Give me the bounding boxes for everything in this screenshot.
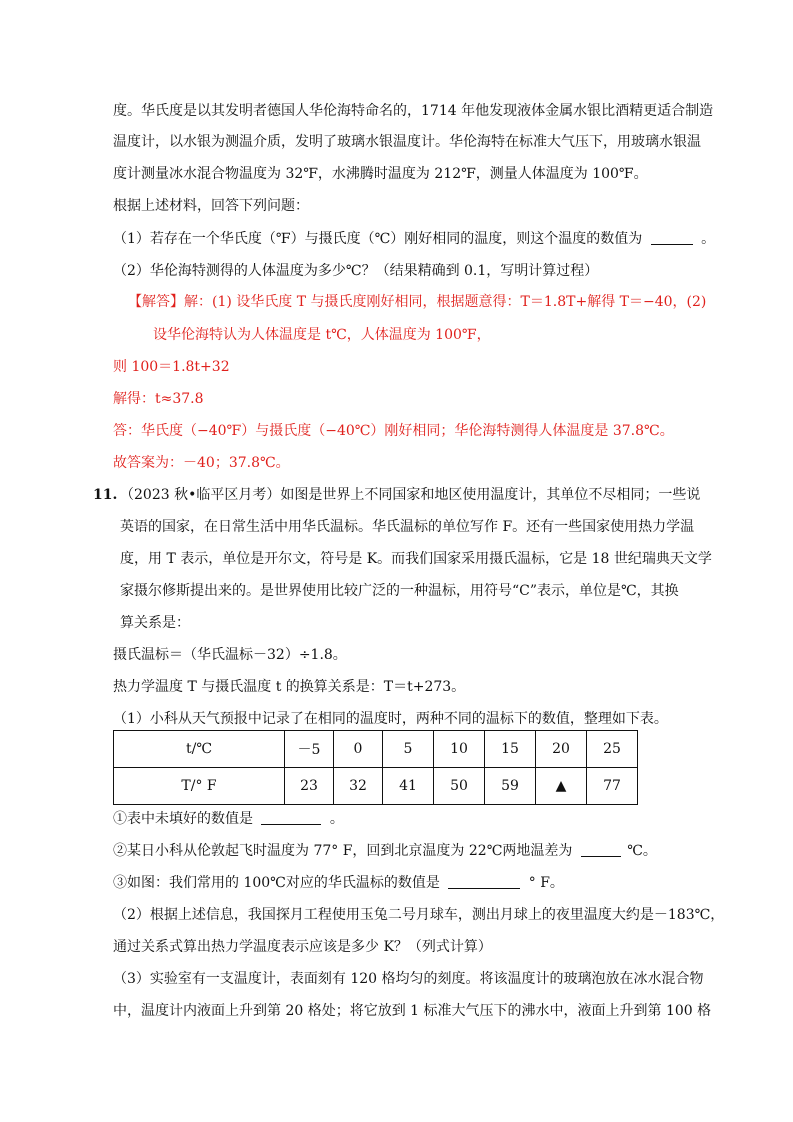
q11-sub2-blank[interactable]: [581, 842, 621, 857]
q11-part2-line-1: （2）根据上述信息，我国探月工程使用玉兔二号月球车，测出月球上的夜里温度大约是－183℃，: [113, 907, 725, 923]
q11-sub1-blank[interactable]: [261, 810, 321, 825]
q10-answer-line-1: [128, 292, 706, 312]
table-cell: 20: [536, 731, 587, 768]
q11-part3-line-2: 中，温度计内液面上升到第 20 格处；将它放到 1 标准大气压下的沸水中，液面上升到第 100 格: [113, 1003, 712, 1019]
triangle-icon: ▲: [536, 768, 587, 805]
q11-sub3-end: ° F。: [528, 875, 564, 891]
q11-sub2-end: ℃。: [627, 843, 657, 859]
table-row: [114, 731, 638, 768]
table-cell: 77: [587, 768, 638, 805]
table-cell: 0: [334, 731, 383, 768]
q10-answer-line-4: 解得：t≈37.8: [113, 391, 204, 407]
q11-formula-1: 摄氏温标＝（华氏温标－32）÷1.8。: [113, 647, 347, 663]
temperature-table: [113, 730, 638, 805]
q10-part1: [113, 229, 715, 249]
q10-part1-blank[interactable]: [651, 230, 693, 245]
row-header-celsius: t/℃: [114, 731, 285, 768]
intro-line-3: 度计测量冰水混合物温度为 32℉，水沸腾时温度为 212℉，测量人体温度为 100℉。: [113, 166, 648, 182]
q11-sub3-blank[interactable]: [448, 874, 520, 889]
q11-sub1-end: 。: [329, 811, 344, 827]
intro-line-1: 度。华氏度是以其发明者德国人华伦海特命名的，1714 年他发现液体金属水银比酒精更适合制造: [113, 103, 714, 119]
table-cell: 32: [334, 768, 383, 805]
row-header-fahrenheit: T/° F: [114, 768, 285, 805]
answer-text-1: 解：(1) 设华氏度 T 与摄氏度刚好相同，根据题意得：T＝1.8T+解得 T＝−40，(2): [184, 294, 707, 310]
q10-part1-end: 。: [701, 231, 716, 247]
q10-answer-line-5: 答：华氏度（−40℉）与摄氏度（−40℃）刚好相同；华伦海特测得人体温度是 37.8℃。: [113, 423, 674, 439]
q11-stem-5: 算关系是：: [120, 615, 190, 631]
table-cell: 25: [587, 731, 638, 768]
q10-answer-line-2: 设华伦海特认为人体温度是 t℃，人体温度为 100℉，: [153, 327, 491, 343]
table-cell: －5: [285, 731, 334, 768]
table-row: [114, 768, 638, 805]
q11-number: 11.: [93, 487, 118, 503]
intro-line-4: 根据上述材料，回答下列问题：: [113, 198, 309, 214]
table-cell: 59: [485, 768, 536, 805]
table-cell: 15: [485, 731, 536, 768]
table-cell: 50: [434, 768, 485, 805]
q10-answer-line-3: 则 100＝1.8t+32: [113, 359, 230, 375]
intro-line-2: 温度计，以水银为测温介质，发明了玻璃水银温度计。华伦海特在标准大气压下，用玻璃水银温: [113, 134, 701, 150]
q11-part1: （1）小科从天气预报中记录了在相同的温度时，两种不同的温标下的数值，整理如下表。: [113, 711, 668, 727]
q11-sub3: [113, 873, 564, 893]
q10-part1-text: （1）若存在一个华氏度（℉）与摄氏度（℃）刚好相同的温度，则这个温度的数值为: [113, 231, 643, 247]
q11-stem-2: 英语的国家，在日常生活中用华氏温标。华氏温标的单位写作 F。还有一些国家使用热力学温: [120, 519, 695, 535]
q11-formula-2: 热力学温度 T 与摄氏温度 t 的换算关系是：T＝t+273。: [113, 679, 466, 695]
table-cell: 23: [285, 768, 334, 805]
q11-stem-4: 家摄尔修斯提出来的。是世界使用比较广泛的一种温标，用符号“C”表示，单位是℃，其换: [120, 583, 679, 599]
table-cell: 41: [383, 768, 434, 805]
q10-answer-line-6: 故答案为：－40；37.8℃。: [113, 455, 290, 471]
table-cell: 10: [434, 731, 485, 768]
q11-stem-3: 度，用 T 表示，单位是开尔文，符号是 K。而我们国家采用摄氏温标，它是 18 世纪瑞典天文学: [120, 551, 712, 567]
q11-stem-1: （2023 秋•临平区月考）如图是世界上不同国家和地区使用温度计，其单位不尽相同；一些说: [120, 487, 701, 503]
q11-part2-line-2: 通过关系式算出热力学温度表示应该是多少 K？（列式计算）: [113, 939, 492, 955]
table-cell: 5: [383, 731, 434, 768]
q11-sub3-text: ③如图：我们常用的 100℃对应的华氏温标的数值是: [113, 875, 440, 891]
q11-sub2-text: ②某日小科从伦敦起飞时温度为 77° F，回到北京温度为 22℃两地温差为: [113, 843, 573, 859]
q11-sub2: [113, 841, 657, 861]
q11-part3-line-1: （3）实验室有一支温度计，表面刻有 120 格均匀的刻度。将该温度计的玻璃泡放在冰水混合物: [113, 971, 704, 987]
q11-sub1: [113, 809, 344, 829]
q10-part2: （2）华伦海特测得的人体温度为多少℃？（结果精确到 0.1，写明计算过程）: [113, 263, 599, 279]
q11-sub1-text: ①表中未填好的数值是: [113, 811, 253, 827]
answer-tag: 【解答】: [128, 294, 184, 310]
